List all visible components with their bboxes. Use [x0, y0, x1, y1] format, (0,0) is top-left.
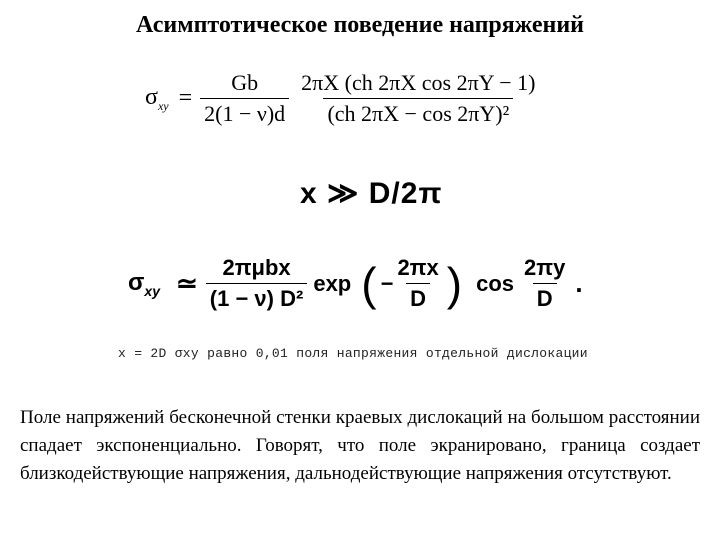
- fraction-exponent: [393, 255, 442, 312]
- fraction-numerator: 2πμbx: [222, 255, 291, 280]
- far-field-condition: x ≫ D/2π: [300, 177, 443, 210]
- fraction-numerator: Gb: [231, 70, 259, 95]
- slide-title: Асимптотическое поведение напряжений: [136, 12, 584, 38]
- approx-sign: ≃: [176, 268, 198, 298]
- fraction-denominator: (1 − ν) D²: [206, 283, 308, 312]
- fraction-denominator: 2(1 − ν)d: [200, 98, 289, 127]
- minus-sign: −: [380, 270, 394, 296]
- fraction-prefactor: [206, 255, 308, 312]
- fraction-numerator: 2πy: [524, 255, 566, 280]
- right-paren: ): [446, 257, 463, 310]
- exp-function: exp: [313, 270, 352, 296]
- stress-formula-asymptotic: [128, 255, 583, 312]
- fraction-denominator: D: [406, 283, 430, 312]
- fraction-numerator: 2πX (ch 2πX cos 2πY − 1): [301, 70, 536, 95]
- explanation-paragraph: Поле напряжений бесконечной стенки краевых дислокаций на большом расстоянии спадает экспоненциально. Говорят, что поле экранировано, граница создает близкодействующие напряжения, дальнодействующие напряжения отсутствуют.: [20, 407, 700, 484]
- fraction-denominator: (ch 2πX − cos 2πY)²: [323, 98, 513, 127]
- footnote-line: x = 2D σxy равно 0,01 поля напряжения отдельной дислокации: [118, 346, 588, 361]
- stress-formula-exact: [145, 70, 539, 127]
- fraction-cos-argument: [520, 255, 569, 312]
- sigma-xy-symbol: $\sigma_{xy}$: [145, 83, 169, 113]
- fraction-numerator: 2πx: [397, 255, 439, 280]
- equals-sign: =: [178, 85, 193, 111]
- cos-function: cos: [476, 270, 515, 296]
- period: .: [575, 268, 583, 298]
- fraction-hyperbolic: [297, 70, 539, 127]
- fraction-denominator: D: [533, 283, 557, 312]
- fraction-gb: [200, 70, 289, 127]
- left-paren: (: [361, 257, 377, 310]
- sigma-xy-symbol: $\sigma_{xy}$: [128, 268, 160, 299]
